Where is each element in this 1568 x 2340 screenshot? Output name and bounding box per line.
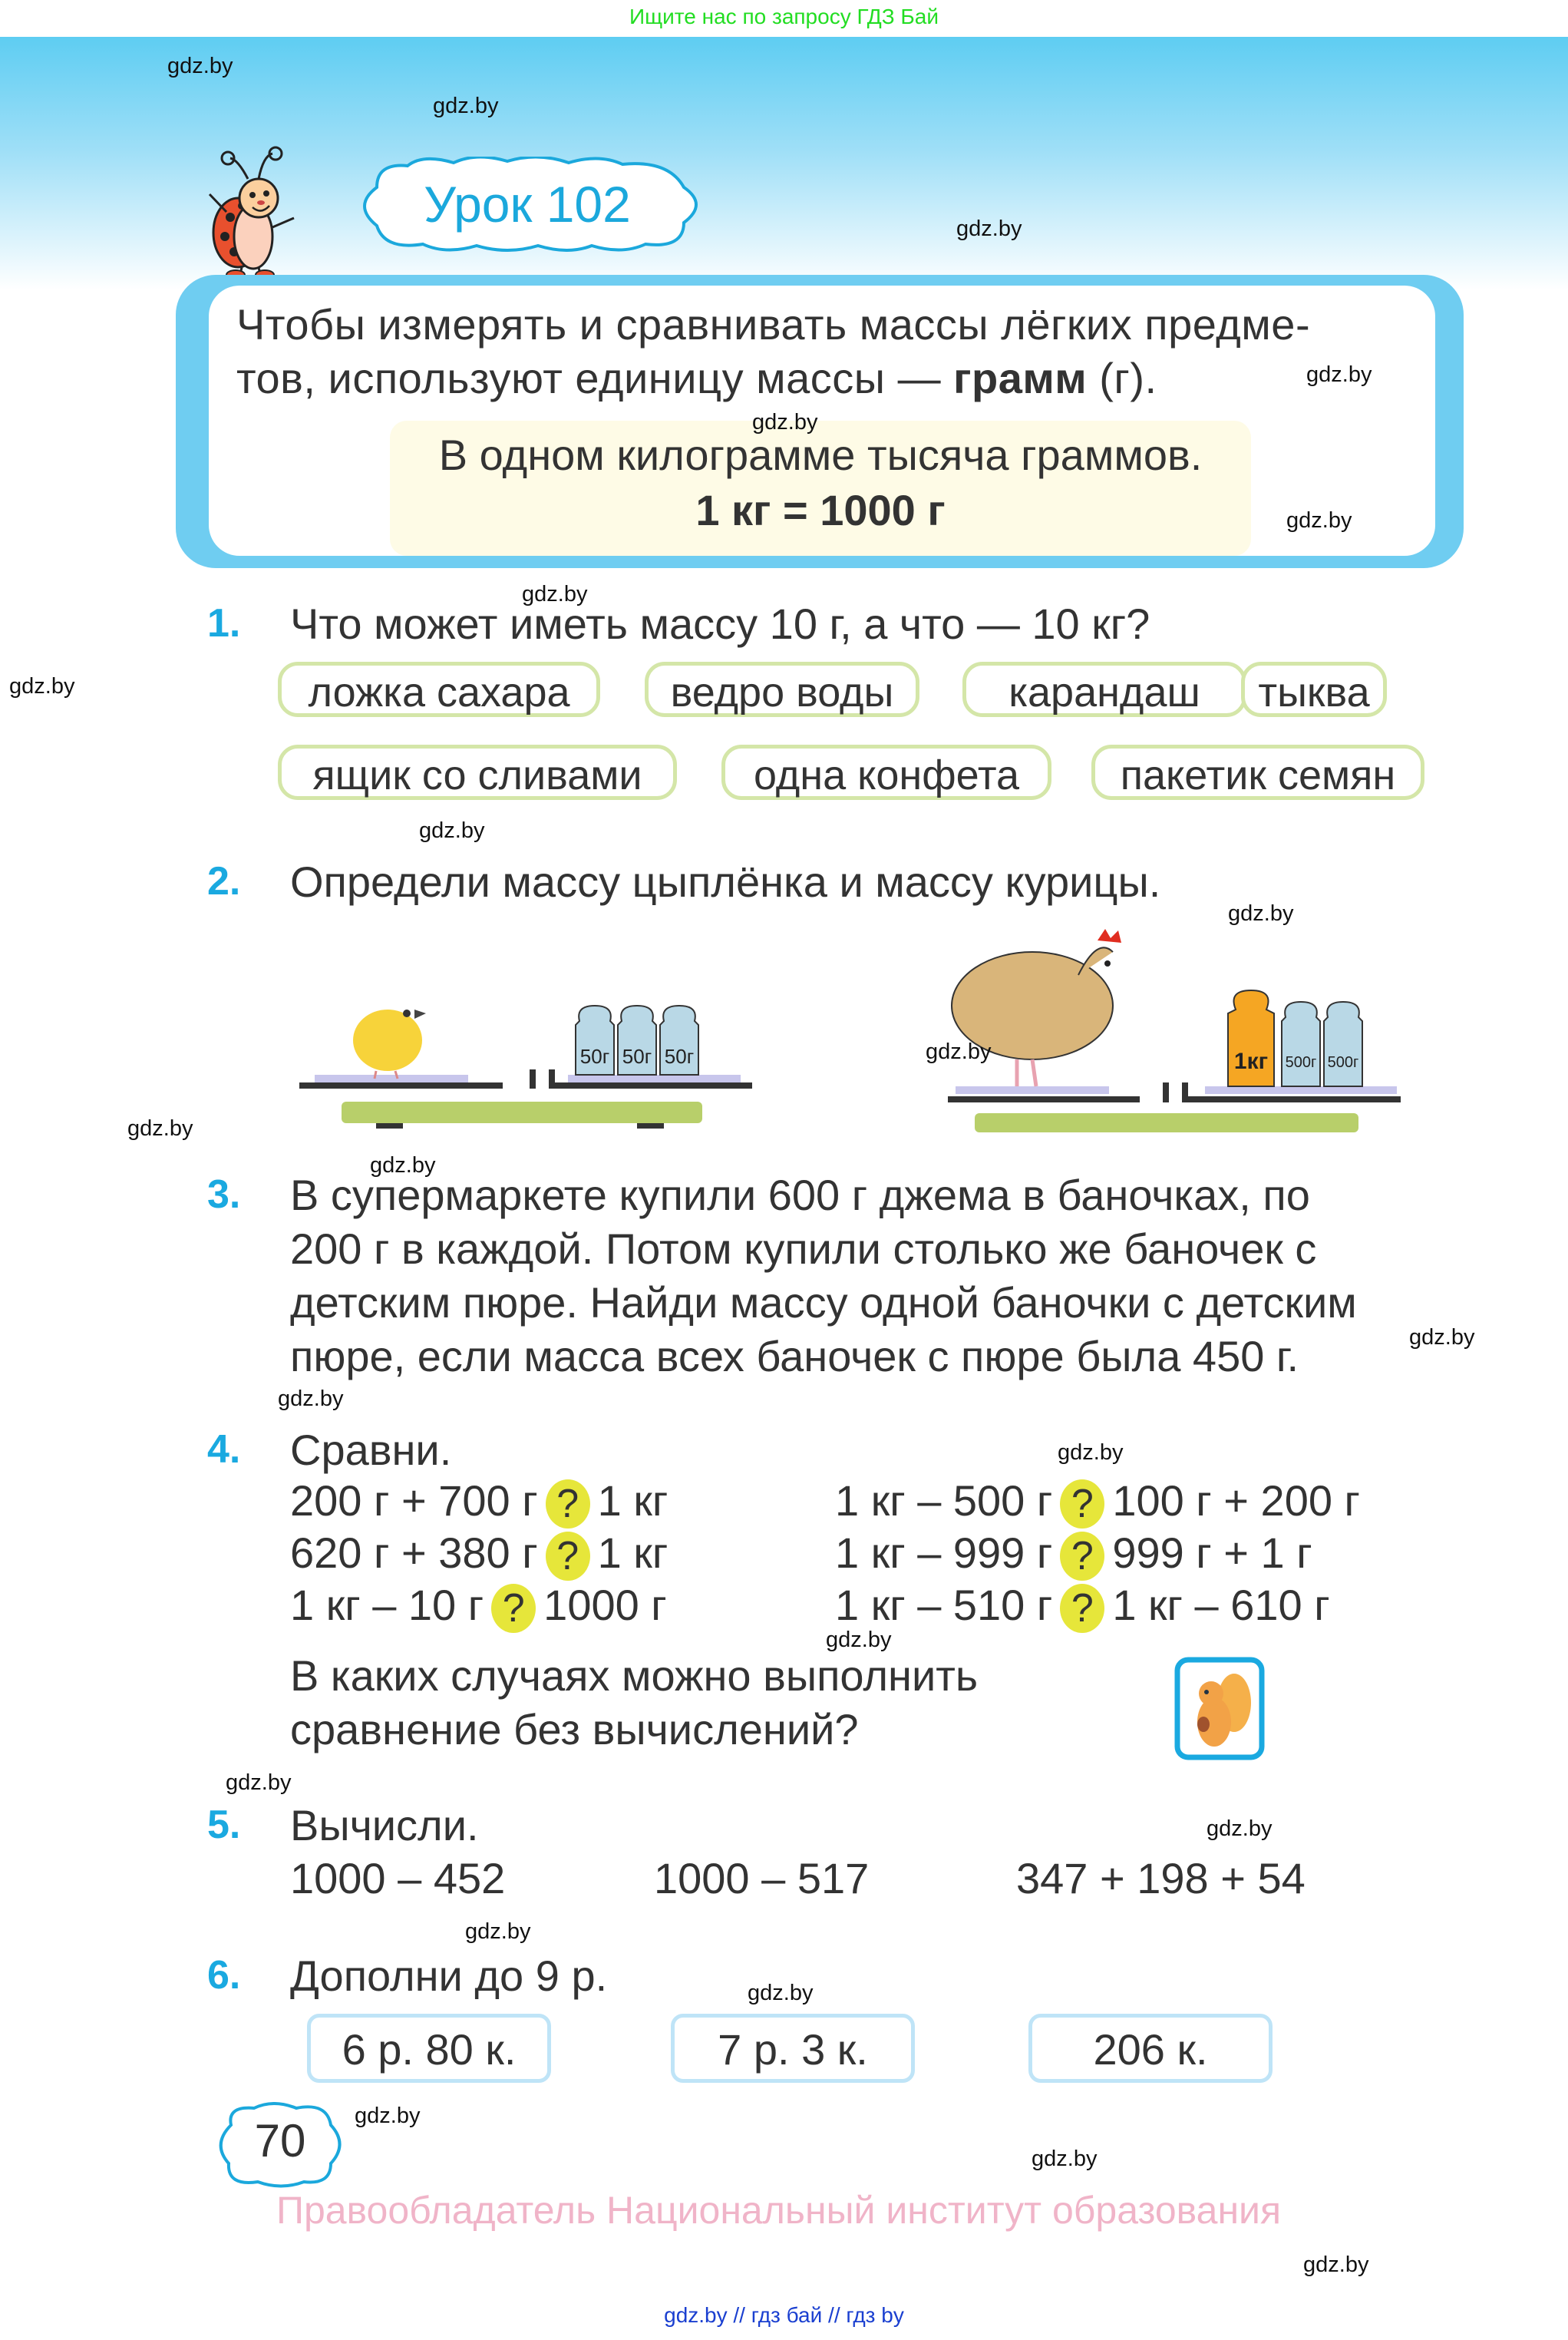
svg-text:500г: 500г [1327,1054,1359,1071]
chip-one-candy[interactable]: одна конфета [721,745,1051,800]
watermark: gdz.by [956,216,1022,241]
watermark: gdz.by [370,1153,436,1178]
task-3-line: В супермаркете купили 600 г джема в баночках, по [290,1171,1310,1219]
watermark: gdz.by [226,1770,292,1795]
task-5-text: Вычисли. [290,1801,479,1849]
compare-left: 1 кг – 999 г [835,1529,1053,1577]
svg-text:50г: 50г [579,1045,610,1068]
watermark: gdz.by [1306,362,1372,387]
rule-formula: 1 кг = 1000 г [695,486,946,534]
money-box[interactable]: 206 к. [1028,2014,1273,2083]
squirrel-hint-icon [1174,1657,1265,1760]
lesson-title: Урок 102 [424,176,631,233]
expression: 1000 – 517 [654,1854,870,1902]
compare-right: 1 кг [597,1529,668,1577]
task-4-question [290,1649,978,1757]
compare-sign-slot[interactable]: ? [546,1532,590,1581]
compare-row [290,1476,668,1529]
watermark: gdz.by [1207,1816,1273,1841]
watermark: gdz.by [752,410,818,435]
compare-row [835,1580,1330,1633]
compare-right: 1 кг [597,1476,668,1525]
info-line-2-suffix: (г). [1087,354,1157,402]
chip-pencil[interactable]: карандаш [962,662,1246,717]
task-4-text: Сравни. [290,1426,452,1474]
task-3-text [290,1168,1357,1383]
compare-sign-slot[interactable]: ? [1060,1479,1104,1529]
task-2-number: 2. [207,859,241,904]
watermark: gdz.by [127,1116,193,1141]
compare-row [290,1528,668,1581]
compare-left: 620 г + 380 г [290,1529,538,1577]
task-2-text: Определи массу цыплёнка и массу курицы. [290,858,1161,906]
page-number: 70 [254,2115,306,2166]
watermark: gdz.by [522,582,588,606]
expression: 347 + 198 + 54 [1016,1854,1306,1902]
compare-right: 1000 г [543,1581,667,1629]
watermark: gdz.by [465,1919,531,1944]
money-box[interactable]: 7 р. 3 к. [671,2014,915,2083]
compare-sign-slot[interactable]: ? [1060,1584,1104,1633]
compare-left: 200 г + 700 г [290,1476,538,1525]
compare-left: 1 кг – 510 г [835,1581,1053,1629]
money-box[interactable]: 6 р. 80 к. [307,2014,551,2083]
watermark: gdz.by [355,2104,421,2128]
info-line-2-prefix: тов, используют единицу массы — [236,354,954,402]
watermark: gdz.by [167,54,233,78]
task-6-number: 6. [207,1953,241,1998]
footer-links[interactable]: gdz.by // гдз бай // гдз by [664,2303,904,2327]
chip-pumpkin[interactable]: тыква [1241,662,1387,717]
expression: 1000 – 452 [290,1854,506,1902]
compare-sign-slot[interactable]: ? [491,1584,536,1633]
task-1-number: 1. [207,601,241,646]
compare-row [835,1476,1360,1529]
svg-text:1кг: 1кг [1233,1049,1269,1074]
copyright-notice: Правообладатель Национальный институт образования [276,2189,1282,2232]
scale-chick-icon [299,987,760,1129]
task-6-text: Дополни до 9 р. [290,1952,608,2000]
chip-spoon-sugar[interactable]: ложка сахара [278,662,600,717]
watermark: gdz.by [1032,2147,1098,2171]
watermark: gdz.by [433,94,499,118]
chip-box-plums[interactable]: ящик со сливами [278,745,677,800]
info-line-2 [236,352,1434,405]
compare-right: 999 г + 1 г [1112,1529,1312,1577]
watermark: gdz.by [419,818,485,843]
compare-row [835,1528,1312,1581]
rule-text: В одном килограмме тысяча граммов. [438,431,1203,479]
watermark: gdz.by [926,1039,992,1064]
compare-right: 100 г + 200 г [1112,1476,1360,1525]
svg-text:50г: 50г [664,1045,695,1068]
svg-text:50г: 50г [622,1045,652,1068]
question-line: В каких случаях можно выполнить [290,1651,979,1700]
svg-text:500г: 500г [1285,1054,1317,1071]
term-gram: грамм [953,354,1088,402]
compare-row [290,1580,667,1633]
compare-left: 1 кг – 10 г [290,1581,484,1629]
compare-sign-slot[interactable]: ? [546,1479,590,1529]
compare-right: 1 кг – 610 г [1112,1581,1330,1629]
watermark: gdz.by [748,1981,814,2005]
watermark: gdz.by [1228,901,1294,926]
question-line: сравнение без вычислений? [290,1705,859,1753]
task-3-line: 200 г в каждой. Потом купили столько же баночек с [290,1225,1317,1273]
scale-hen-icon [940,921,1408,1132]
task-3-line: детским пюре. Найди массу одной баночки с детским [290,1278,1357,1327]
task-4-number: 4. [207,1427,241,1472]
watermark: gdz.by [1303,2252,1369,2277]
chip-seed-packet[interactable]: пакетик семян [1091,745,1424,800]
chip-bucket-water[interactable]: ведро воды [645,662,919,717]
watermark: gdz.by [826,1628,892,1652]
ladybug-mascot-icon [196,144,303,279]
compare-sign-slot[interactable]: ? [1060,1532,1104,1581]
watermark: gdz.by [9,674,75,699]
watermark: gdz.by [1286,508,1352,533]
compare-left: 1 кг – 500 г [835,1476,1053,1525]
task-3-number: 3. [207,1172,241,1217]
task-1-text: Что может иметь массу 10 г, а что — 10 кг? [290,600,1150,648]
info-line-1: Чтобы измерять и сравнивать массы лёгких предме- [236,300,1311,349]
info-definition [236,298,1434,405]
watermark: gdz.by [1409,1325,1475,1350]
task-5-number: 5. [207,1803,241,1847]
top-banner: Ищите нас по запросу ГДЗ Бай [0,0,1568,37]
task-3-line: пюре, если масса всех баночек с пюре была 450 г. [290,1332,1299,1380]
watermark: gdz.by [1058,1440,1124,1465]
watermark: gdz.by [278,1386,344,1411]
